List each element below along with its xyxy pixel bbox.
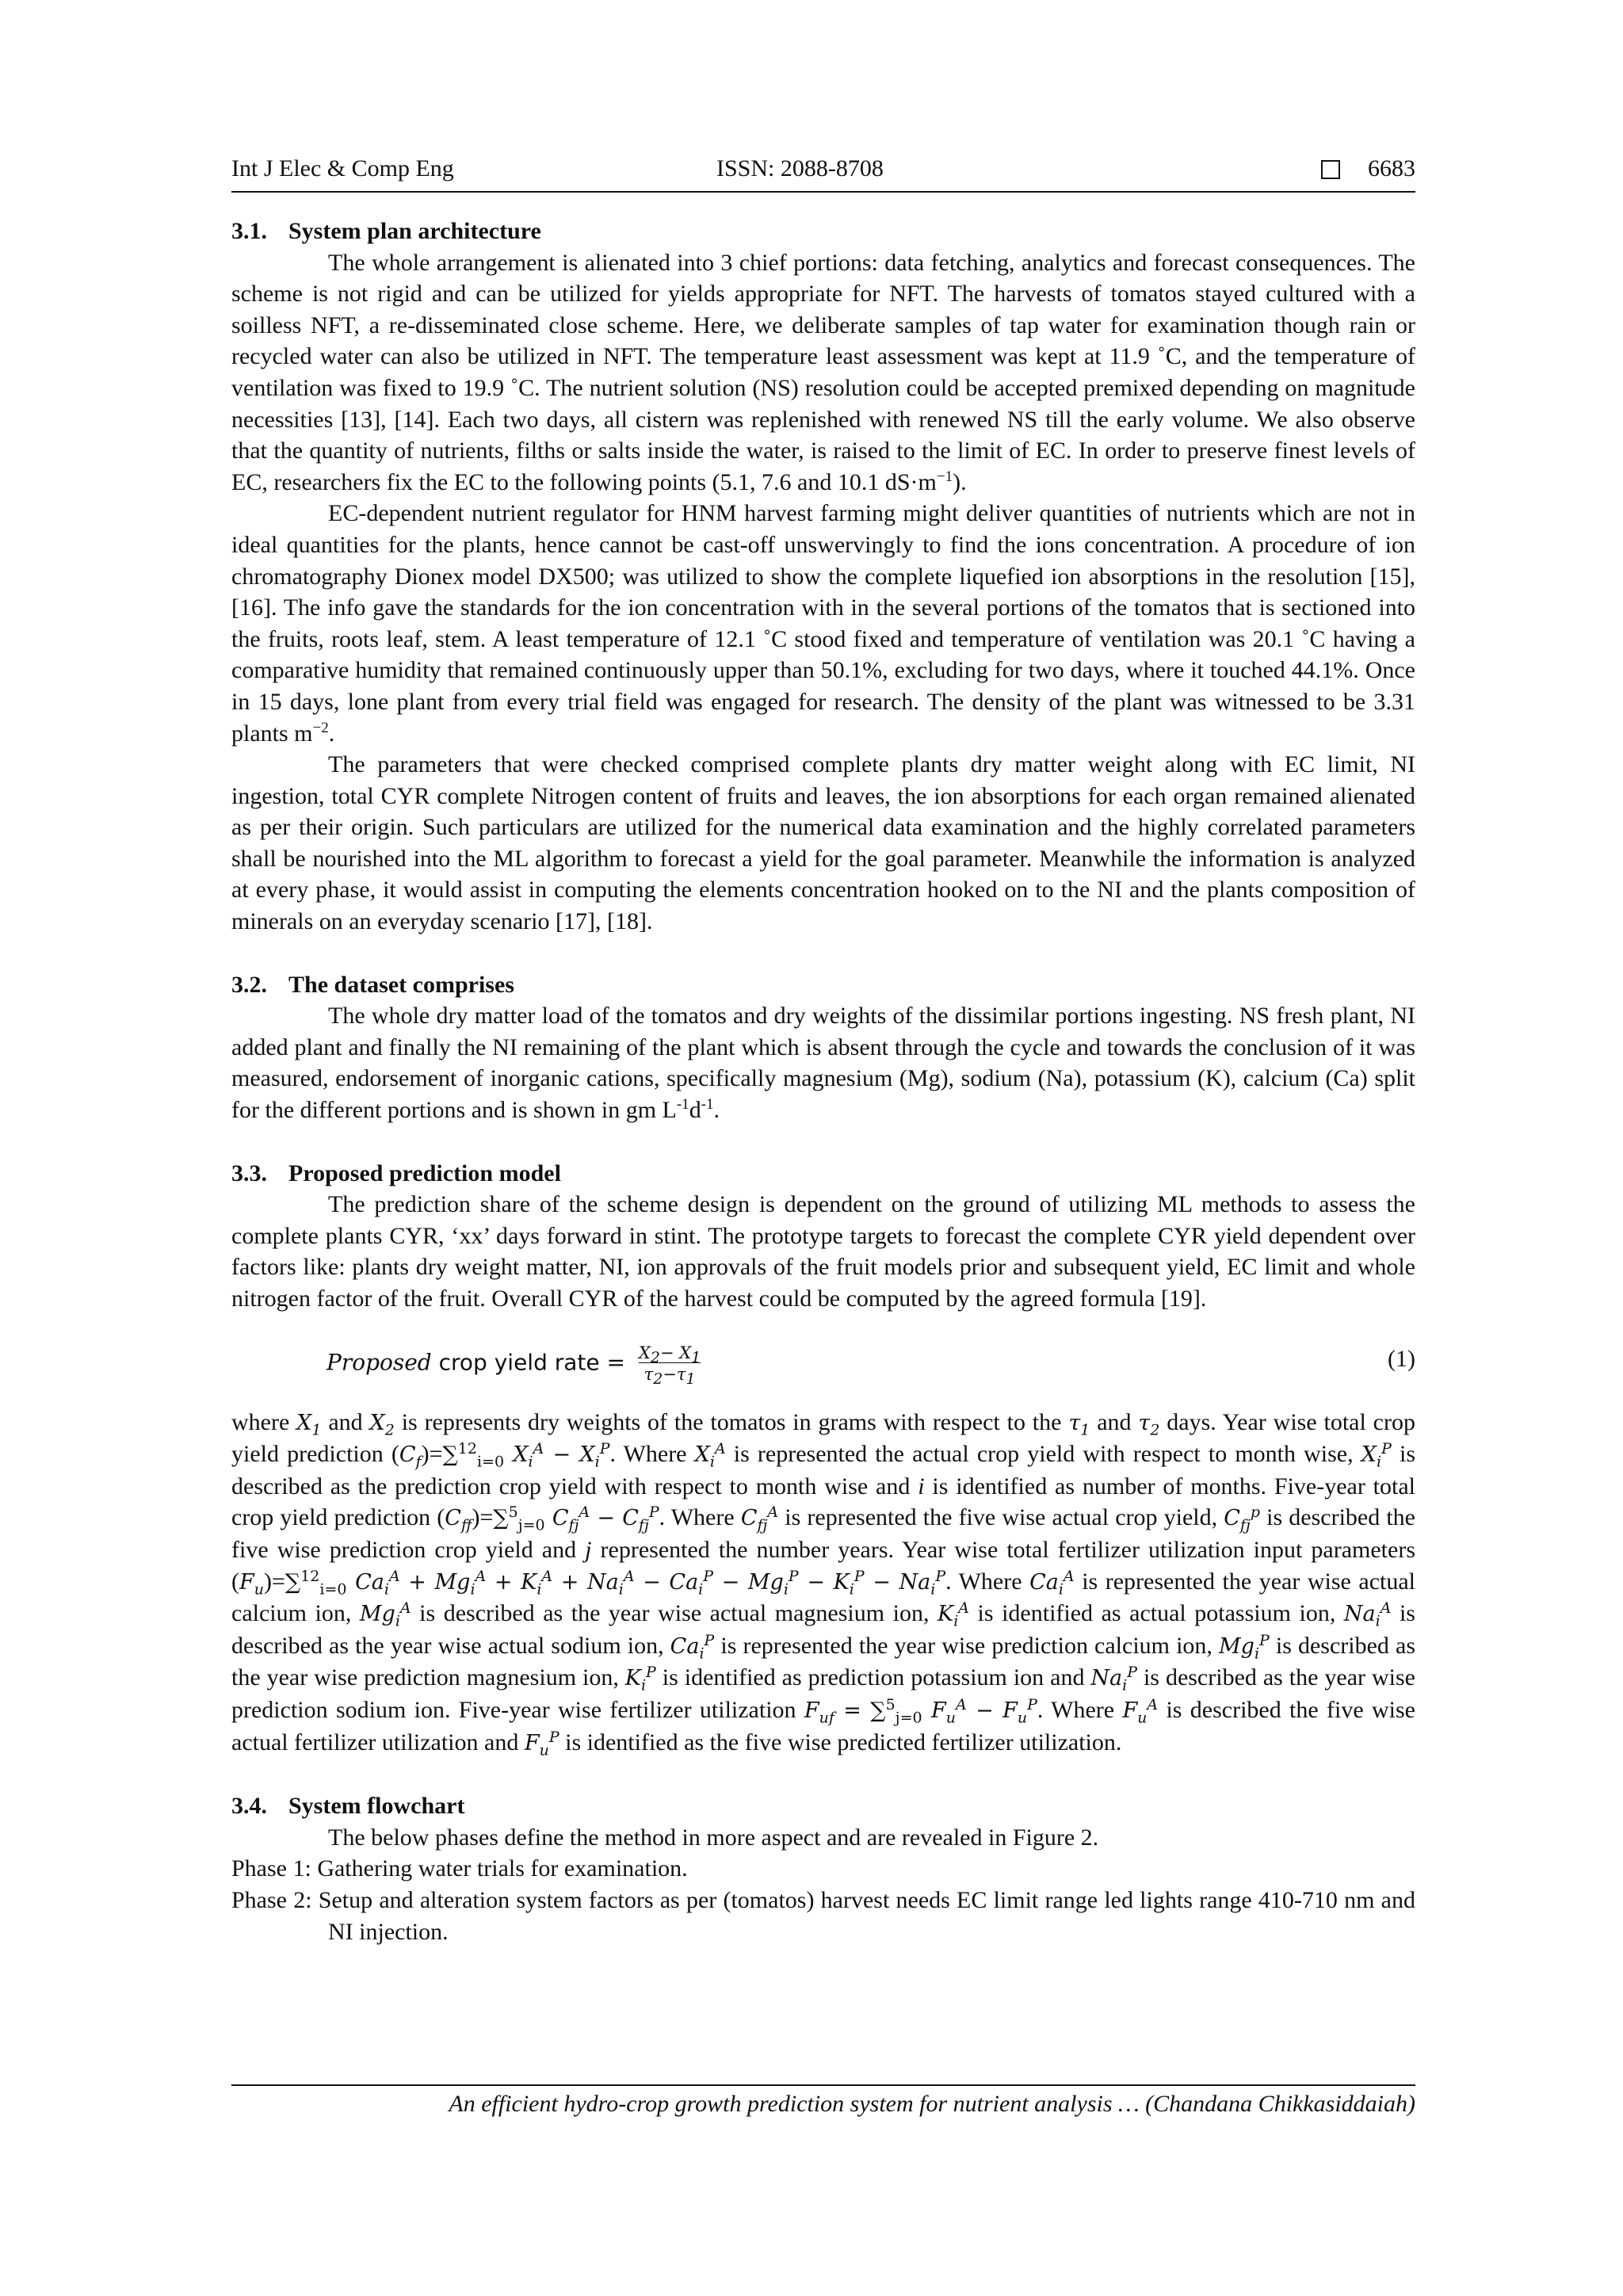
section-heading-3-2: 3.2. The dataset comprises	[231, 971, 514, 998]
page-number: 6683	[1368, 155, 1415, 181]
square-icon	[1321, 160, 1340, 179]
header-rule	[231, 191, 1415, 193]
issn: ISSN: 2088-8708	[716, 155, 884, 181]
section-heading-3-1: 3.1. System plan architecture	[231, 218, 541, 244]
footer-rule	[231, 2084, 1415, 2086]
paragraph: The parameters that were checked comprised complete plants dry matter weight along with EC limit, NI ingestion, total CYR complete Nitrogen content of fruits and leaves, the ion absorptions for each organ remained alienated as per their origin. Such particulars are utilized for the numerical data examination and the highly correlated parameters shall be nourished into the ML algorithm to forecast a yield for the goal parameter. Meanwhile the information is analyzed at every phase, it would assist in computing the elements concentration hooked on to the NI and the plants composition of minerals on an everyday scenario [17], [18].	[231, 751, 1415, 935]
main-content	[231, 216, 1415, 1947]
paragraph-definitions: where $X_1$ and $X_2$ is represents dry weights of the tomatos in grams with respect to the $\tau_1$ and $\tau_2$ days. Year wise total crop yield prediction $(C_f)=\sum^{12}_{i=0}$ $X_i^A - X_i^P$. Where $X_i^A$ is represented the actual crop yield with respect to month wise, $X_i^P$ is described as the prediction crop yield with respect to month wise and i is identified as number of months. Five-year total crop yield prediction $(C_{ff})=\sum^5_{j=0}$ $C_{fj}^A - C_{fj}^P$. Where $C_{fj}^A$ is represented the five wise actual crop yield, $C_{fj}^p$ is described the five wise prediction crop yield and j represented the number years. Year wise total fertilizer utilization input parameters $(F_u)=\sum^{12}_{i=0}$ $Ca_i^A + Mg_i^A + K_i^A + Na_i^A - Ca_i^P - Mg_i^P - K_i^P - Na_i^P$. Where $Ca_i^A$ is represented the year wise actual calcium ion, $Mg_i^A$ is described as the year wise actual magnesium ion, $K_i^A$ is identified as actual potassium ion, $Na_i^A$ is described as the year wise actual sodium ion, $Ca_i^P$ is represented the year wise prediction calcium ion, $Mg_i^P$ is described as the year wise prediction magnesium ion, $K_i^P$ is identified as prediction potassium ion and $Na_i^P$ is described as the year wise prediction sodium ion. Five-year wise fertilizer utilization $F_{uf} = \sum^5_{j=0}$ $F_u^A - F_u^P$. Where $F_u^A$ is described the five wise actual fertilizer utilization and $F_u^P$ is identified as the five wise predicted fertilizer utilization.	[231, 1408, 1416, 1759]
equation-number: (1)	[1388, 1345, 1415, 1372]
paragraph: The whole dry matter load of the tomatos and dry weights of the dissimilar portions ingesting. NS fresh plant, NI added plant and finally the NI remaining of the plant which is absent through the cycle and towards the conclusion of it was measured, endorsement of inorganic cations, specifically magnesium (Mg), sodium (Na), potassium (K), calcium (Ca) split for the different portions and is shown in gm $L^{-1}d^{-1}$.	[231, 1003, 1415, 1124]
running-header	[231, 155, 1415, 190]
paragraph: The whole arrangement is alienated into 3 chief portions: data fetching, analytics and forecast consequences. The scheme is not rigid and can be utilized for yields appropriate for NFT. The harvests of tomatos stayed cultured with a soilless NFT, a re-disseminated close scheme. Here, we deliberate samples of tap water for examination though rain or recycled water can also be utilized in NFT. The temperature least assessment was kept at 11.9 ˚C, and the temperature of ventilation was fixed to 19.9 ˚C. The nutrient solution (NS) resolution could be accepted premixed depending on magnitude necessities [13], [14]. Each two days, all cistern was replenished with renewed NS till the early volume. We also observe that the quantity of nutrients, filths or salts inside the water, is raised to the limit of EC. In order to preserve finest levels of EC, researchers fix the EC to the following points (5.1, 7.6 and 10.1 $dS\cdot m^{-1}$).	[231, 249, 1415, 495]
phase-item-2: Phase 2: Setup and alteration system factors as per (tomatos) harvest needs EC limit range led lights range 410-710 nm and NI injection.	[231, 1886, 1415, 1945]
phase-item-1: Phase 1: Gathering water trials for examination.	[231, 1855, 688, 1882]
section-heading-3-4: 3.4. System flowchart	[231, 1793, 465, 1820]
section-heading-3-3: 3.3. Proposed prediction model	[231, 1159, 561, 1186]
equation-fraction: $\frac{X_2- X_1}{\tau_2-\tau_1}$	[638, 1343, 701, 1388]
equation-body: Proposed crop yield rate = $\frac{X_2- X_1}{\tau_2-\tau_1}$	[327, 1343, 701, 1388]
running-footer: An efficient hydro-crop growth prediction system for nutrient analysis … (Chandana Chikkasiddaiah)	[449, 2091, 1415, 2117]
paragraph: EC-dependent nutrient regulator for HNM harvest farming might deliver quantities of nutrients which are not in ideal quantities for the plants, hence cannot be cast-off unswervingly to find the ions concentration. A procedure of ion chromatography Dionex model DX500; was utilized to show the complete liquefied ion absorptions in the resolution [15], [16]. The info gave the standards for the ion concentration with in the several portions of the tomatos that is sectioned into the fruits, roots leaf, stem. A least temperature of 12.1 ˚C stood fixed and temperature of ventilation was 20.1 ˚C having a comparative humidity that remained continuously upper than 50.1%, excluding for two days, where it touched 44.1%. Once in 15 days, lone plant from every trial field was engaged for research. The density of the plant was witnessed to be 3.31 plants $m^{-2}$.	[231, 500, 1415, 747]
equation-1	[231, 1324, 1415, 1400]
journal-name: Int J Elec & Comp Eng	[231, 155, 454, 181]
paragraph: The below phases define the method in more aspect and are revealed in Figure 2.	[328, 1824, 1099, 1851]
paragraph: The prediction share of the scheme design is dependent on the ground of utilizing ML methods to assess the complete plants CYR, ‘xx’ days forward in stint. The prototype targets to forecast the complete CYR yield dependent over factors like: plants dry weight matter, NI, ion approvals of the fruit models prior and subsequent yield, EC limit and whole nitrogen factor of the fruit. Overall CYR of the harvest could be computed by the agreed formula [19].	[231, 1191, 1415, 1312]
